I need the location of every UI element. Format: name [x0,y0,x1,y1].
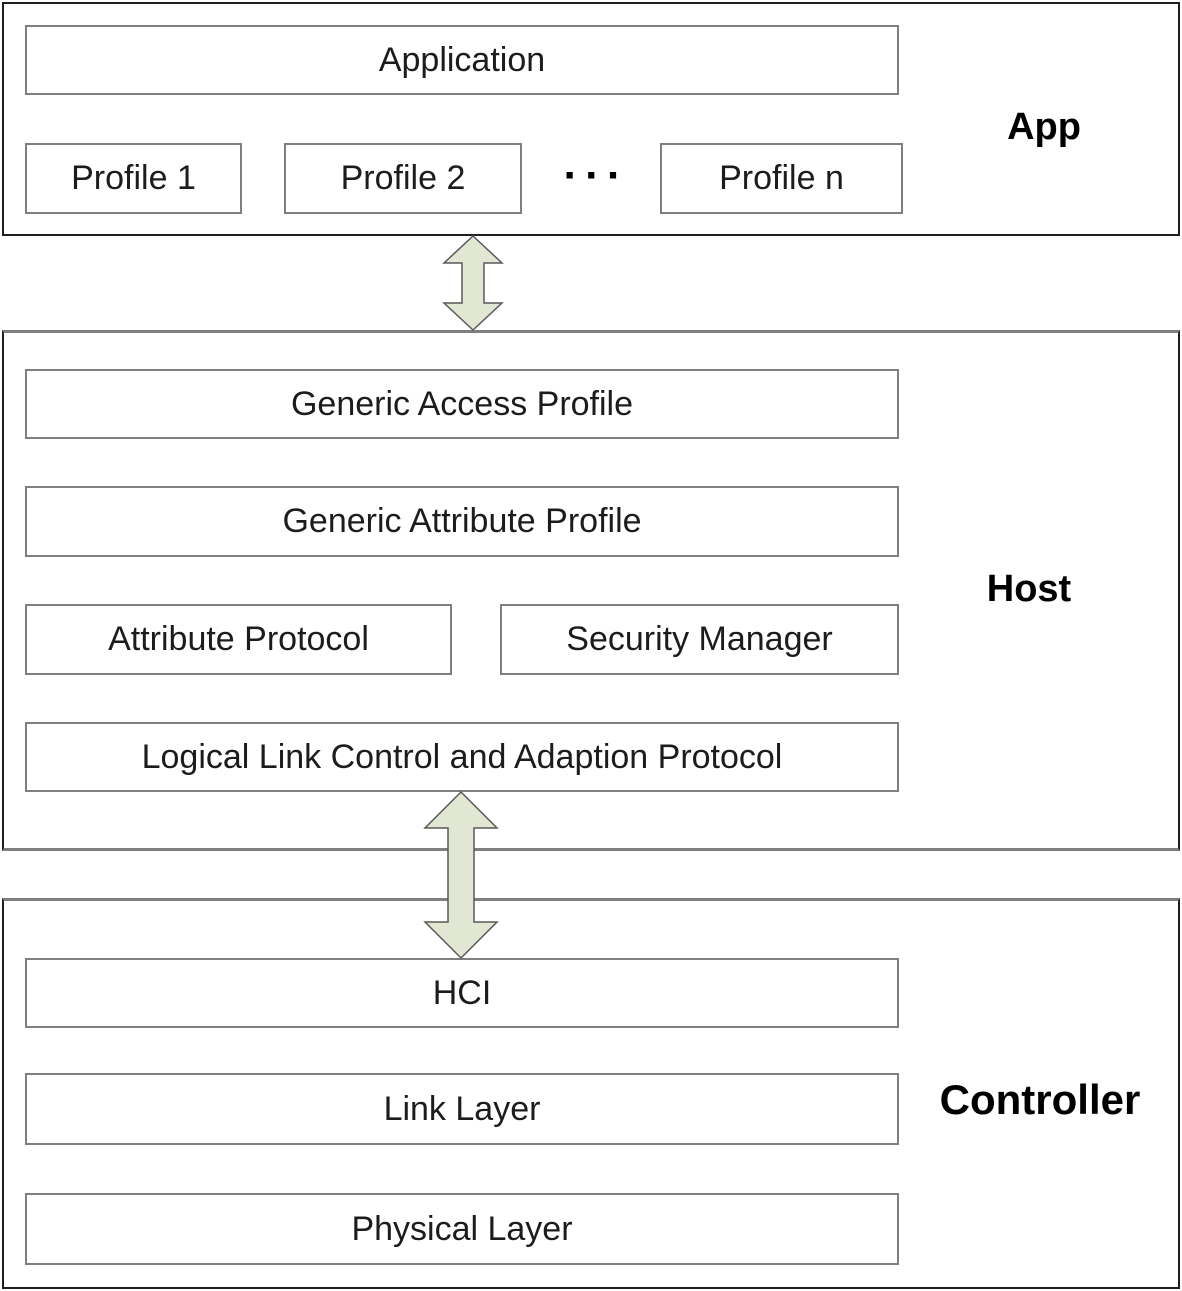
generic-access-profile-box: Generic Access Profile [25,369,899,439]
application-box: Application [25,25,899,95]
security-manager-box: Security Manager [500,604,899,675]
generic-attribute-profile-box: Generic Attribute Profile [25,486,899,557]
host-section [2,330,1180,851]
controller-section [2,898,1180,1289]
profiles-ellipsis: ··· [563,151,629,200]
attribute-protocol-box: Attribute Protocol [25,604,452,675]
physical-layer-box: Physical Layer [25,1193,899,1265]
app-section-label: App [1007,106,1081,148]
link-layer-box: Link Layer [25,1073,899,1145]
profile-2-box: Profile 2 [284,143,522,214]
controller-section-label: Controller [939,1076,1141,1123]
profile-1-box: Profile 1 [25,143,242,214]
double-arrow-app-host-icon [444,236,502,330]
hci-box: HCI [25,958,899,1028]
profile-n-box: Profile n [660,143,903,214]
app-section [2,2,1180,236]
host-section-label: Host [986,568,1072,610]
l2cap-box: Logical Link Control and Adaption Protocol [25,722,899,792]
